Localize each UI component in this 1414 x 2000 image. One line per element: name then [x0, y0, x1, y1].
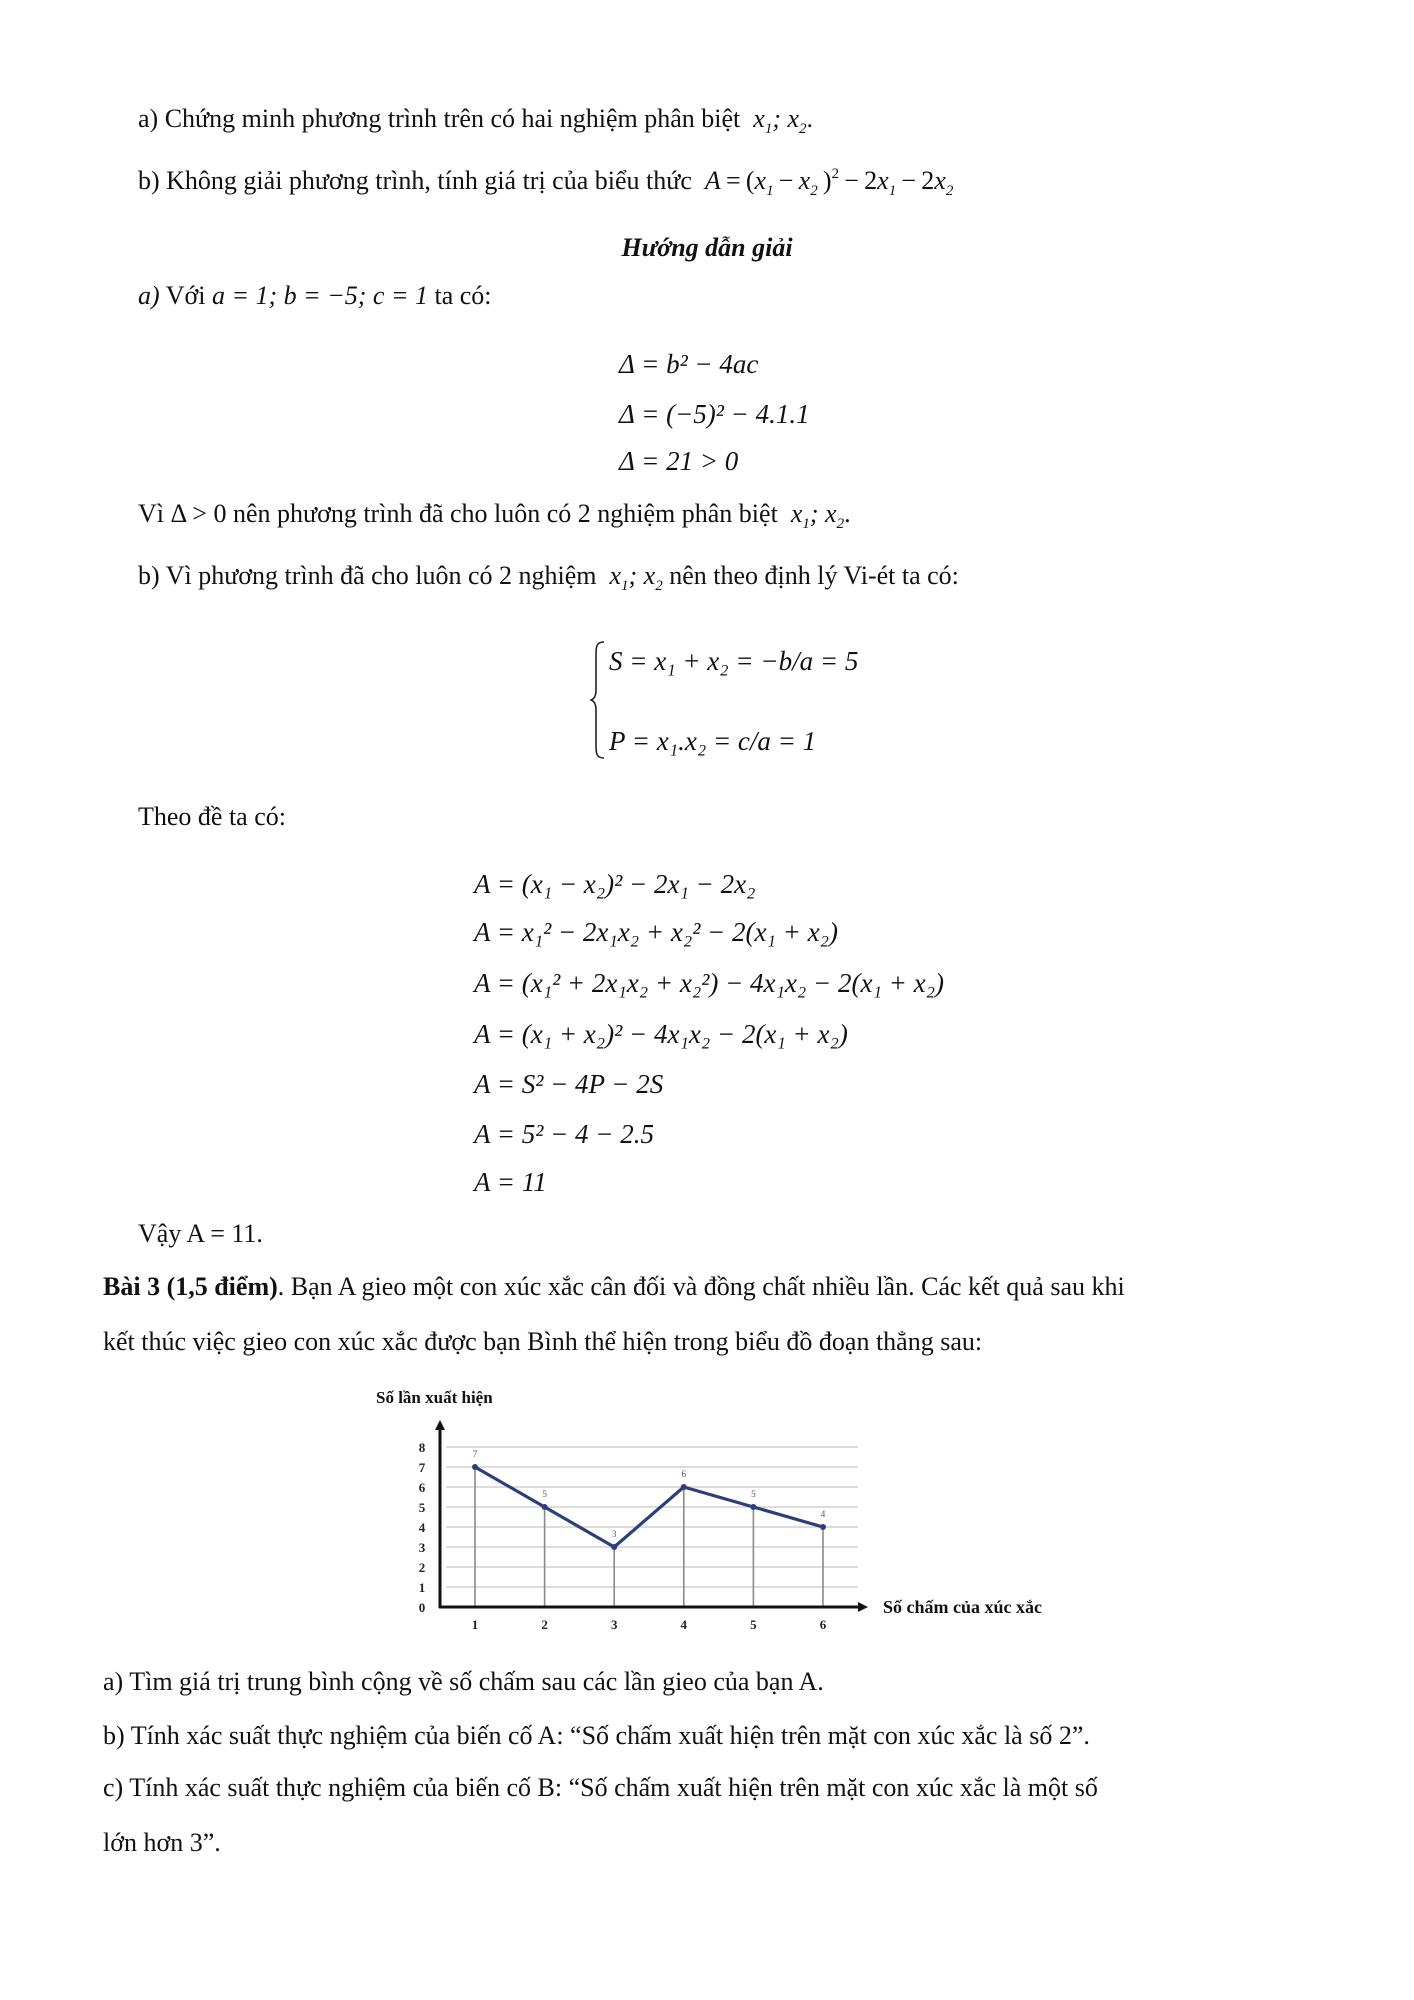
conclusion-condition: Δ > 0	[170, 499, 227, 528]
chart-data-labels	[473, 1449, 826, 1539]
data-label: 4	[820, 1509, 826, 1519]
step-3: A = (x₁² + 2x₁x₂ + x₂²) − 4x₁x₂ − 2(x₁ + x₂)	[474, 968, 944, 998]
problem-part-b-text: b) Không giải phương trình, tính giá trị của biểu thức	[138, 166, 692, 195]
chart-y-axis-label: Số lần xuất hiện	[376, 1388, 493, 1407]
y-tick-label: 3	[418, 1540, 426, 1555]
system-brace	[590, 640, 606, 760]
delta-line-1: Δ = b² − 4ac	[619, 349, 759, 379]
part-b-intro	[138, 561, 959, 594]
roots-notation: $x_1$; $x_2$.	[746, 104, 814, 137]
data-point	[820, 1524, 826, 1530]
x-tick-label: 4	[680, 1617, 688, 1632]
part-a-intro	[138, 281, 492, 311]
chart-x-axis-label: Số chấm của xúc xắc	[883, 1597, 1042, 1617]
x-tick-label: 5	[750, 1617, 757, 1632]
part-a-tail: ta có:	[434, 281, 492, 310]
expression-A: $A = (x_1 - x_2$ )$^2 - 2x_1 - 2x_2$	[698, 166, 954, 199]
question-c: c) Tính xác suất thực nghiệm của biến cố B: “Số chấm xuất hiện trên mặt con xúc xắc là một số	[103, 1773, 1098, 1802]
problem-part-b	[138, 166, 954, 199]
data-label: 7	[472, 1449, 478, 1459]
y-tick-label: 0	[418, 1600, 426, 1615]
step-4: A = (x₁ + x₂)² − 4x₁x₂ − 2(x₁ + x₂)	[474, 1019, 848, 1049]
x-tick-label: 1	[471, 1617, 479, 1632]
result: Vậy A = 11.	[138, 1219, 263, 1248]
bai3-line-1	[103, 1272, 1125, 1302]
roots-notation: $x_1$; $x_2$.	[784, 499, 851, 532]
data-point	[542, 1504, 548, 1510]
part-b-intro-tail: nên theo định lý Vi-ét ta có:	[669, 561, 959, 590]
data-point	[681, 1484, 687, 1490]
part-b-intro-text: b) Vì phương trình đã cho luôn có 2 nghiệm	[138, 561, 597, 590]
part-a-label: a)	[138, 281, 160, 310]
system-S: S = x₁ + x₂ = −b/a = 5	[609, 646, 859, 676]
question-b: b) Tính xác suất thực nghiệm của biến cố A: “Số chấm xuất hiện trên mặt con xúc xắc là số 2”.	[103, 1721, 1090, 1750]
data-point	[611, 1544, 617, 1550]
bai3-text-1: . Bạn A gieo một con xúc xắc cân đối và đồng chất nhiều lần. Các kết quả sau khi	[277, 1272, 1125, 1301]
coefficients: a = 1; b = −5; c = 1	[211, 281, 428, 310]
conclusion-text: nên phương trình đã cho luôn có 2 nghiệm phân biệt	[232, 499, 778, 528]
problem-part-a	[138, 104, 814, 137]
y-tick-label: 5	[418, 1500, 426, 1515]
roots-notation: $x_1$; $x_2$	[602, 561, 663, 594]
solution-title: Hướng dẫn giải	[621, 233, 793, 262]
bai3-heading: Bài 3 (1,5 điểm)	[103, 1272, 278, 1301]
data-label: 3	[611, 1529, 617, 1539]
chart-gridlines	[446, 1447, 858, 1587]
data-label: 5	[542, 1489, 547, 1499]
step-5: A = S² − 4P − 2S	[474, 1069, 664, 1099]
data-point	[472, 1464, 478, 1470]
y-tick-label: 4	[418, 1520, 426, 1535]
step-2: A = x₁² − 2x₁x₂ + x₂² − 2(x₁ + x₂)	[474, 917, 838, 947]
question-a: a) Tìm giá trị trung bình cộng về số chấm sau các lần gieo của bạn A.	[103, 1667, 824, 1696]
y-tick-label: 8	[418, 1440, 426, 1455]
x-axis-arrow-icon	[858, 1602, 868, 1612]
y-axis-arrow-icon	[435, 1420, 445, 1430]
y-tick-label: 6	[418, 1480, 426, 1495]
data-label: 6	[681, 1469, 687, 1479]
chart-drop-lines	[475, 1467, 823, 1607]
part-a-conclusion	[138, 499, 851, 532]
step-6: A = 5² − 4 − 2.5	[474, 1119, 655, 1149]
part-a-intro-text: Với	[165, 281, 206, 310]
chart-x-ticks	[472, 1617, 827, 1632]
y-tick-label: 2	[418, 1560, 426, 1575]
chart-y-ticks	[419, 1440, 426, 1615]
data-point	[750, 1504, 756, 1510]
theo-de-label: Theo đề ta có:	[138, 802, 286, 831]
step-7: A = 11	[474, 1167, 547, 1197]
delta-line-3: Δ = 21 > 0	[619, 446, 739, 476]
data-label: 5	[751, 1489, 756, 1499]
conclusion-start: Vì	[138, 499, 164, 528]
question-c-continued: lớn hơn 3”.	[103, 1828, 221, 1857]
x-tick-label: 3	[610, 1617, 618, 1632]
y-tick-label: 1	[418, 1580, 426, 1595]
y-tick-label: 7	[418, 1460, 426, 1475]
delta-line-2: Δ = (−5)² − 4.1.1	[619, 399, 810, 429]
line-chart	[0, 1385, 1414, 1645]
bai3-line-2: kết thúc việc gieo con xúc xắc được bạn Bình thể hiện trong biểu đồ đoạn thẳng sau:	[103, 1327, 983, 1356]
x-tick-label: 2	[541, 1617, 548, 1632]
x-tick-label: 6	[819, 1617, 827, 1632]
step-1: A = (x₁ − x₂)² − 2x₁ − 2x₂	[474, 869, 756, 899]
system-P: P = x₁.x₂ = c/a = 1	[609, 726, 817, 756]
problem-part-a-text: a) Chứng minh phương trình trên có hai nghiệm phân biệt	[138, 104, 741, 133]
